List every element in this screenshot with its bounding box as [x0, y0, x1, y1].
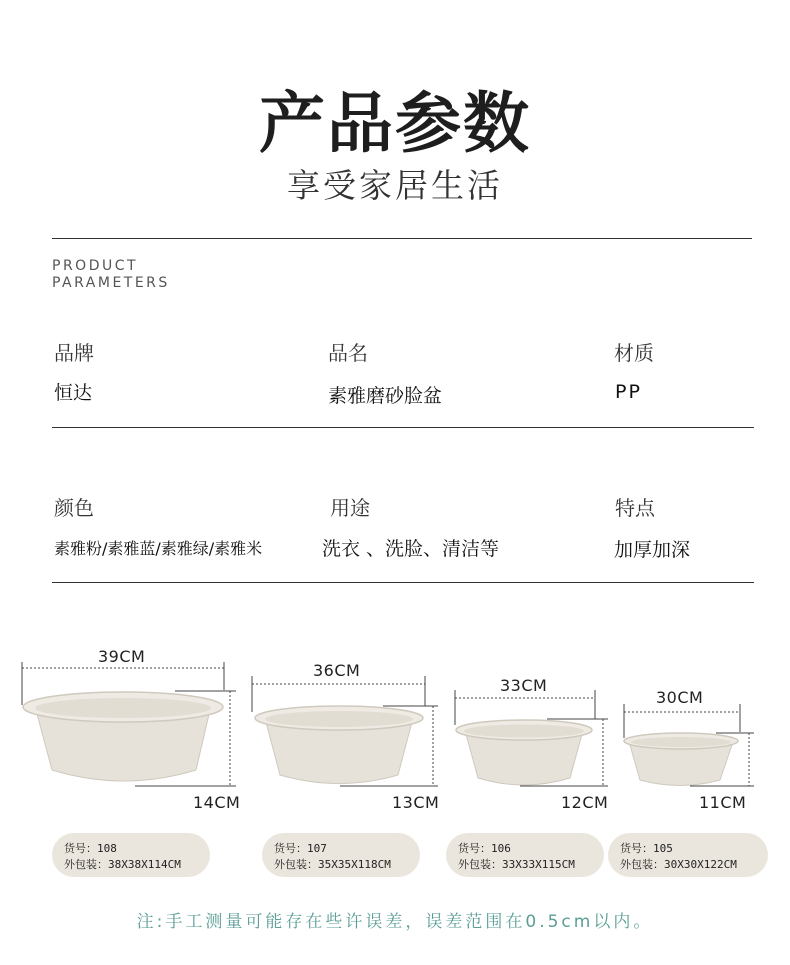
basin-105-diameter: 30CM	[656, 688, 704, 707]
feature-label: 特点	[615, 496, 655, 520]
package-size: 外包装：30X30X122CM	[620, 858, 737, 871]
page-subtitle: 享受家居生活	[287, 166, 503, 205]
product-name-value: 素雅磨砂脸盆	[328, 385, 443, 407]
section-label-line2: PARAMETERS	[52, 275, 170, 291]
product-tag-105	[608, 833, 768, 877]
package-size: 外包装：33X33X115CM	[458, 858, 575, 871]
product-tag-106	[446, 833, 604, 877]
product-name-label: 品名	[328, 341, 368, 365]
brand-label: 品牌	[54, 341, 94, 365]
product-tag-107	[262, 833, 420, 877]
basin-108-height: 14CM	[193, 793, 241, 812]
basin-107-height: 13CM	[392, 793, 440, 812]
item-number: 货号：105	[620, 842, 673, 855]
basin-106-height: 12CM	[561, 793, 609, 812]
basin-107-diameter: 36CM	[313, 661, 361, 680]
item-number: 货号：107	[274, 842, 327, 855]
item-number: 货号：108	[64, 842, 117, 855]
product-tag-108	[52, 833, 210, 877]
section-label-line1: PRODUCT	[52, 258, 139, 274]
package-size: 外包装：35X35X118CM	[274, 858, 391, 871]
usage-label: 用途	[330, 496, 370, 520]
feature-value: 加厚加深	[614, 539, 691, 561]
page-title: 产品参数	[259, 85, 531, 162]
basin-106-diameter: 33CM	[500, 676, 548, 695]
color-value: 素雅粉/素雅蓝/素雅绿/素雅米	[54, 539, 263, 558]
item-number: 货号：106	[458, 842, 511, 855]
basin-105-height: 11CM	[699, 793, 747, 812]
usage-value: 洗衣 、洗脸、清洁等	[322, 538, 500, 560]
package-size: 外包装：38X38X114CM	[64, 858, 181, 871]
measurement-note: 注:手工测量可能存在些许误差，误差范围在0.5cm以内。	[136, 912, 654, 932]
brand-value: 恒达	[54, 382, 93, 404]
color-label: 颜色	[54, 496, 94, 520]
basin-108-diameter: 39CM	[98, 647, 146, 666]
material-label: 材质	[614, 341, 654, 365]
material-value: PP	[615, 381, 642, 403]
